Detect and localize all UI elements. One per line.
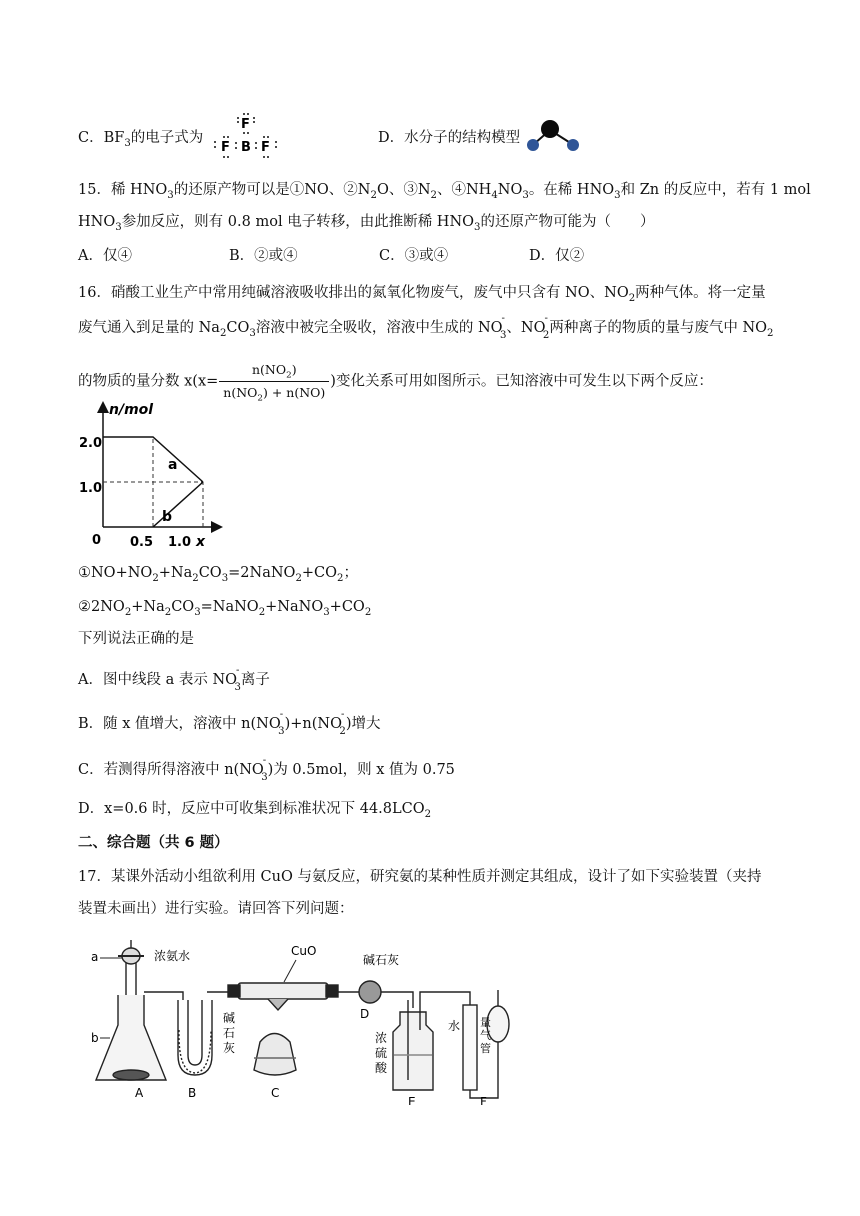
q14-option-c: C．$BF_3$的电子式为 bbox=[78, 130, 204, 149]
q16-stem-line-1: 16．硝酸工业生产中常用纯碱溶液吸收排出的氮氧化物废气，废气中只含有 NO、$NO_2$两种气体。将一定量 bbox=[78, 285, 766, 304]
q15-stem-line-1: 15．稀 $HNO_3$的还原产物可以是①NO、$②N_2O$、$③N_2$、$④NH_4NO_3$。在稀 $HNO_3$和 Zn 的反应中，若有 1 mol bbox=[78, 182, 811, 201]
q17-stem-line-1: 17．某课外活动小组欲利用 CuO 与氨反应，研究氨的某种性质并测定其组成，设计了如下实验装置（夹持 bbox=[78, 869, 762, 885]
q17-stem-line-2: 装置未画出）进行实验。请回答下列问题： bbox=[78, 901, 354, 917]
q16-option-a[interactable]: A．图中线段 a 表示 $NO^-_3$离子 bbox=[78, 665, 270, 693]
hydrogen-atom-right bbox=[567, 139, 579, 151]
q15-option-c[interactable]: C．③或④ bbox=[379, 248, 449, 264]
q16-option-b[interactable]: B．随 x 值增大，溶液中 $n(NO^-_3)+n(NO^-_2)$增大 bbox=[78, 709, 381, 737]
q16-reaction-2: $②2NO_2+Na_2CO_3=NaNO_2+NaNO_3+CO_2$ bbox=[78, 599, 372, 618]
alcohol-lamp bbox=[254, 1034, 296, 1076]
q16-option-c[interactable]: C．若测得所得溶液中 $n(NO^-_3)$为 0.5mol，则 x 值为 0.75 bbox=[78, 755, 455, 783]
origin-label: 0 bbox=[92, 533, 102, 548]
lewis-atom-f-right: F bbox=[261, 140, 270, 155]
label-c: C bbox=[271, 1086, 280, 1100]
svg-text:水: 水 bbox=[448, 1019, 461, 1033]
drying-tube-d bbox=[359, 981, 381, 1003]
y-tick-1: 1.0 bbox=[79, 481, 103, 496]
q15-option-d[interactable]: D．仅② bbox=[529, 248, 585, 264]
q16-option-d[interactable]: D．x=0.6 时，反应中可收集到标准状况下 $44.8LCO_2$ bbox=[78, 801, 432, 820]
gas-burette-f bbox=[463, 1005, 477, 1090]
svg-text:b: b bbox=[91, 1031, 99, 1045]
line-a-label: a bbox=[168, 457, 178, 473]
svg-text:量: 量 bbox=[480, 1016, 491, 1029]
q16-prompt: 下列说法正确的是 bbox=[78, 631, 194, 647]
q15-options bbox=[78, 246, 584, 266]
y-axis-label: n/mol bbox=[109, 402, 154, 418]
svg-text:石: 石 bbox=[223, 1026, 236, 1040]
line-b-label: b bbox=[162, 509, 173, 525]
mole-fraction-formula: $\frac{n(NO_2)}{n(NO_2) + n(NO)}$ bbox=[219, 360, 329, 403]
label-e: E bbox=[408, 1095, 416, 1105]
experiment-apparatus-diagram bbox=[78, 930, 518, 1105]
oxygen-atom bbox=[541, 120, 559, 138]
x-axis-label: x bbox=[196, 534, 206, 550]
q16-stem-line-2: 废气通入到足量的 $Na_2CO_3$溶液中被完全吸收，溶液中生成的 $NO^-_3$、$NO^-_2$两种离子的物质的量与废气中 $NO_2$ bbox=[78, 313, 774, 341]
combustion-tube-c bbox=[238, 983, 328, 999]
svg-text:碱: 碱 bbox=[223, 1011, 236, 1025]
bottle-e bbox=[393, 1012, 433, 1090]
lewis-atom-f-top: F bbox=[241, 117, 250, 132]
lewis-atom-b: B bbox=[241, 140, 251, 155]
q15-option-b[interactable]: B．②或④ bbox=[229, 248, 298, 264]
section-2-heading: 二、综合题（共 6 题） bbox=[78, 835, 229, 851]
lewis-atom-f-left: F bbox=[221, 140, 230, 155]
svg-text:灰: 灰 bbox=[223, 1041, 236, 1055]
series-b-line bbox=[153, 482, 203, 527]
q14-option-d: D．水分子的结构模型 bbox=[378, 130, 521, 146]
label-a: A bbox=[135, 1086, 144, 1100]
svg-text:酸: 酸 bbox=[375, 1061, 388, 1075]
svg-text:a: a bbox=[91, 950, 99, 964]
x-tick-1: 1.0 bbox=[168, 535, 192, 550]
svg-text:CuO: CuO bbox=[291, 944, 317, 958]
y-tick-2: 2.0 bbox=[79, 436, 103, 451]
q15-option-a[interactable]: A．仅④ bbox=[78, 248, 132, 264]
q16-stem-line-3: 的物质的量分数 x(x= $\frac{n(NO_2)}{n(NO_2) + n(NO)}$ )变化关系可用如图所示。已知溶液中可发生以下两个反应： bbox=[78, 362, 713, 404]
svg-text:碱石灰: 碱石灰 bbox=[363, 953, 400, 967]
n-vs-x-graph bbox=[78, 396, 228, 551]
water-molecule-model bbox=[522, 118, 582, 154]
label-b: B bbox=[188, 1086, 197, 1100]
q16-reaction-1: $①NO+NO_2+Na_2CO_3=2NaNO_2+CO_2$； bbox=[78, 565, 358, 584]
svg-text:硫: 硫 bbox=[375, 1046, 388, 1060]
svg-text:浓: 浓 bbox=[375, 1031, 388, 1045]
label-d: D bbox=[360, 1007, 370, 1021]
svg-text:管: 管 bbox=[480, 1042, 491, 1055]
label-f: F bbox=[480, 1095, 487, 1105]
bf3-lewis-structure bbox=[212, 112, 282, 160]
x-tick-05: 0.5 bbox=[130, 535, 154, 550]
svg-text:浓氨水: 浓氨水 bbox=[154, 949, 191, 963]
hydrogen-atom-left bbox=[527, 139, 539, 151]
svg-text:气: 气 bbox=[480, 1029, 491, 1042]
q15-stem-line-2: $HNO_3$参加反应，则有 0.8 mol 电子转移，由此推断稀 $HNO_3$的还原产物可能为（ ） bbox=[78, 214, 655, 233]
